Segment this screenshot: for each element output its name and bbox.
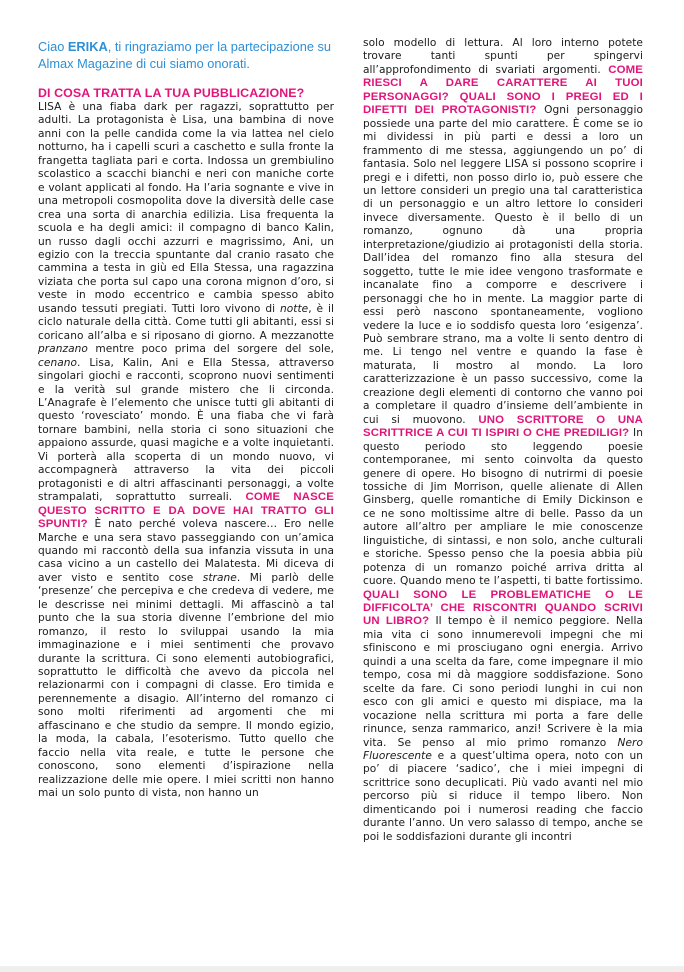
question-heading-3: COME RIESCI A DARE CARATTERE AI TUOI PERSONAGGI? QUALI SONO I PREGI ED I DIFETTI DEI PROTAGONISTI?	[363, 63, 643, 117]
answer-2-text-c: solo modello di lettura. Al loro interno potete trovare tanti spunti per spingervi all’approfondimento di svariati argomenti.	[363, 37, 643, 76]
answer-paragraph-1	[38, 101, 334, 801]
left-column	[38, 34, 334, 801]
answer-2-text-b: . Mi parlò delle ‘presenze’ che percepiva e che credeva di vedere, me le descrisse nei minimi dettagli. Mi affascinò a tal punto che la sua storia divenne l’embrione del mio romanzo, il resto lo sviluppai usando la mia immaginazione e i miei sentimenti che provavo durante la scrittura. Ci sono elementi autobiografici, soprattutto le difficoltà che avevo da piccola nel relazionarmi con i compagni di classe. Ero timida e perennemente a disagio. All’interno del romanzo ci sono molti riferimenti ad argomenti che mi affascinano e che studio da sempre. Il mondo egizio, la moda, la cabala, l’esoterismo. Tutto quello che faccio nella vita reale, e tutte le persone che conoscono, sono elementi d’ispirazione nella realizzazione delle mie opere. I miei scritti non hanno mai un solo punto di vista, non hanno un	[38, 571, 334, 800]
answer-5-text-b: e a quest’ultima opera, noto con un po’ di piacere ‘sadico’, che i miei impegni di scrittrice sono decuplicati. Più vado avanti nel mio percorso più si riduce il tempo libero. Non dimenticando poi i numerosi reading che faccio durante l’anno. Un vero salasso di tempo, anche se poi le soddisfazioni durante gli incontri	[363, 750, 643, 843]
answer-1-emphasis-cenano: cenano	[38, 356, 78, 369]
answer-paragraph-continued	[363, 37, 643, 844]
answer-1-text-a: LISA è una fiaba dark per ragazzi, soprattutto per adulti. La protagonista è Lisa, una bambina di nove anni con la pelle candida come la via lattea nel cielo notturno, ha i capelli scuri a caschetto e sulla fronte la frangetta tagliata pari e corta. Indossa un grembiulino scolastico a scacchi bianchi e neri con maniche corte e volant applicati al fondo. Ha l’aria sognante e vive in una metropoli cosmopolita dove la diversità delle case crea una sorta di anarchia edilizia. Lisa frequenta la scuola e ha degli amici: il compagno di banco Kalin, un russo dagli occhi azzurri e magrissimo, Ani, un egizio con la treccia spuntante dal cranio rasato che cammina a testa in giù ed Ella Stessa, una ragazzina viziata che porta sul capo una corona mignon d’oro, si veste in modo eccentrico e cambia spesso abito usando tessuti pregiati. Tutti loro vivono di	[38, 101, 334, 315]
answer-1-text-d: . Lisa, Kalin, Ani e Ella Stessa, attraverso singolari giochi e racconti, scoprono nuovi sentimenti e la verità sul grande mistero che li circonda. L’Anagrafe è l’elemento che unisce tutti gli abitanti di questo ‘rovesciato’ mondo. È una fiaba che vi farà tornare bambini, nella storia ci sono situazioni che appaiono assurde, quasi magiche e a volte inquietanti. Vi porterà alla scoperta di un mondo nuovo, vi accompagnerà attraverso la vita dei piccoli protagonisti e di altri affascinanti personaggi, a volte strampalati, soprattutto surreali.	[38, 356, 334, 504]
answer-1-emphasis-notte: notte	[279, 302, 309, 315]
answer-5-emphasis-title: Nero Fluorescente	[363, 736, 643, 763]
interviewee-name: ERIKA	[67, 39, 108, 54]
answer-1-text-b: , è il ciclo naturale della città. Come tutti gli abitanti, essi si coricano all’alba e si riposano di giorno. A mezzanotte	[38, 302, 334, 342]
answer-3-text: Ogni personaggio possiede una parte del mio carattere. È come se io mi dividessi in più parti e dessi a loro un frammento di me stessa, aggiungendo un po’ di fantasia. Solo nel leggere LISA si possono scoprire i pregi e i difetti, non posso dirlo io, può essere che un lettore consideri un pregio una tal caratteristica di un personaggio e un altro lettore lo consideri invece diversamente. Questo è il bello di un romanzo, ognuno dà una propria interpretazione/giudizio ai protagonisti della storia. Dall’idea del romanzo fino alla stesura del soggetto, tutte le mie idee vengono trasformate e incanalate fino a comporre e descrivere i personaggi che ho in mente. La maggior parte di essi però nascono spontaneamente, vogliono vedere la luce e io soddisfo questa loro ‘esigenza’. Può sembrare strano, ma a volte li sento dentro di me. Li tengo nel ventre e quando la fase è maturata, li mostro al mondo. La loro caratterizzazione è un passo successivo, come la creazione degli elementi di contorno che vanno poi a completare il quadro d’insieme dell’ambiente in cui si muovono.	[363, 104, 643, 426]
answer-1-emphasis-pranzano: pranzano	[38, 343, 88, 356]
page-bottom-edge	[0, 966, 684, 972]
answer-1-text-c: mentre poco prima del sorgere del sole,	[87, 343, 334, 356]
intro-pre: Ciao	[38, 39, 68, 54]
question-heading-4: UNO SCRITTORE O UNA SCRITTRICE A CUI TI ISPIRI O CHE PREDILIGI?	[363, 413, 643, 440]
right-column	[363, 37, 643, 844]
question-heading-1: DI COSA TRATTA LA TUA PUBBLICAZIONE?	[38, 86, 305, 100]
answer-4-text: In questo periodo sto leggendo poesie contemporanee, mi sento coinvolta da questo genere di opere. Ho bisogno di nutrirmi di poesie tossiche di Jim Morrison, quelle alienate di Allen Ginsberg, quelle romantiche di Emily Dickinson e ce ne sono moltissime altre di belle. Passo da un autore all’altro per ampliare le mie conoscenze linguistiche, di sintassi, e non solo, anche culturali e storiche. Spesso penso che la poesia abbia più potenza di un romanzo poiché arriva dritta al cuore. Quando meno te l’aspetti, ti batte fortissimo.	[363, 427, 643, 588]
answer-2-text-a: È nato perché voleva nascere… Ero nelle Marche e una sera stavo passeggiando con un’amica quando mi raccontò della sua infanzia vissuta in una casa vicino a un castello dei Malatesta. Mi diceva di aver visto e sentito cose	[38, 518, 334, 584]
intro-post: , ti ringraziamo per la partecipazione su Almax Magazine di cui siamo onorati.	[38, 39, 332, 71]
answer-5-text-a: Il tempo è il nemico peggiore. Nella mia vita ci sono innumerevoli impegni che mi sfiniscono e mi prosciugano ogni energia. Arrivo quindi a una scelta da fare, come impegnare il mio tempo, cosa mi dà maggiore soddisfazione. Sono scelte da fare. Ci sono periodi lunghi in cui non esco con gli amici e questo mi dispiace, ma la vocazione nella scrittura mi porta a fare delle rinunce, senza rammarico, anzi! Scrivere è la mia vita. Se penso al mio primo romanzo	[363, 615, 643, 749]
intro-greeting	[38, 39, 334, 72]
question-heading-2: COME NASCE QUESTO SCRITTO E DA DOVE HAI TRATTO GLI SPUNTI?	[38, 491, 334, 531]
question-heading-5: QUALI SONO LE PROBLEMATICHE O LE DIFFICOLTA’ CHE RISCONTRI QUANDO SCRIVI UN LIBRO?	[363, 588, 643, 628]
answer-2-emphasis-strane: strane	[202, 571, 237, 584]
